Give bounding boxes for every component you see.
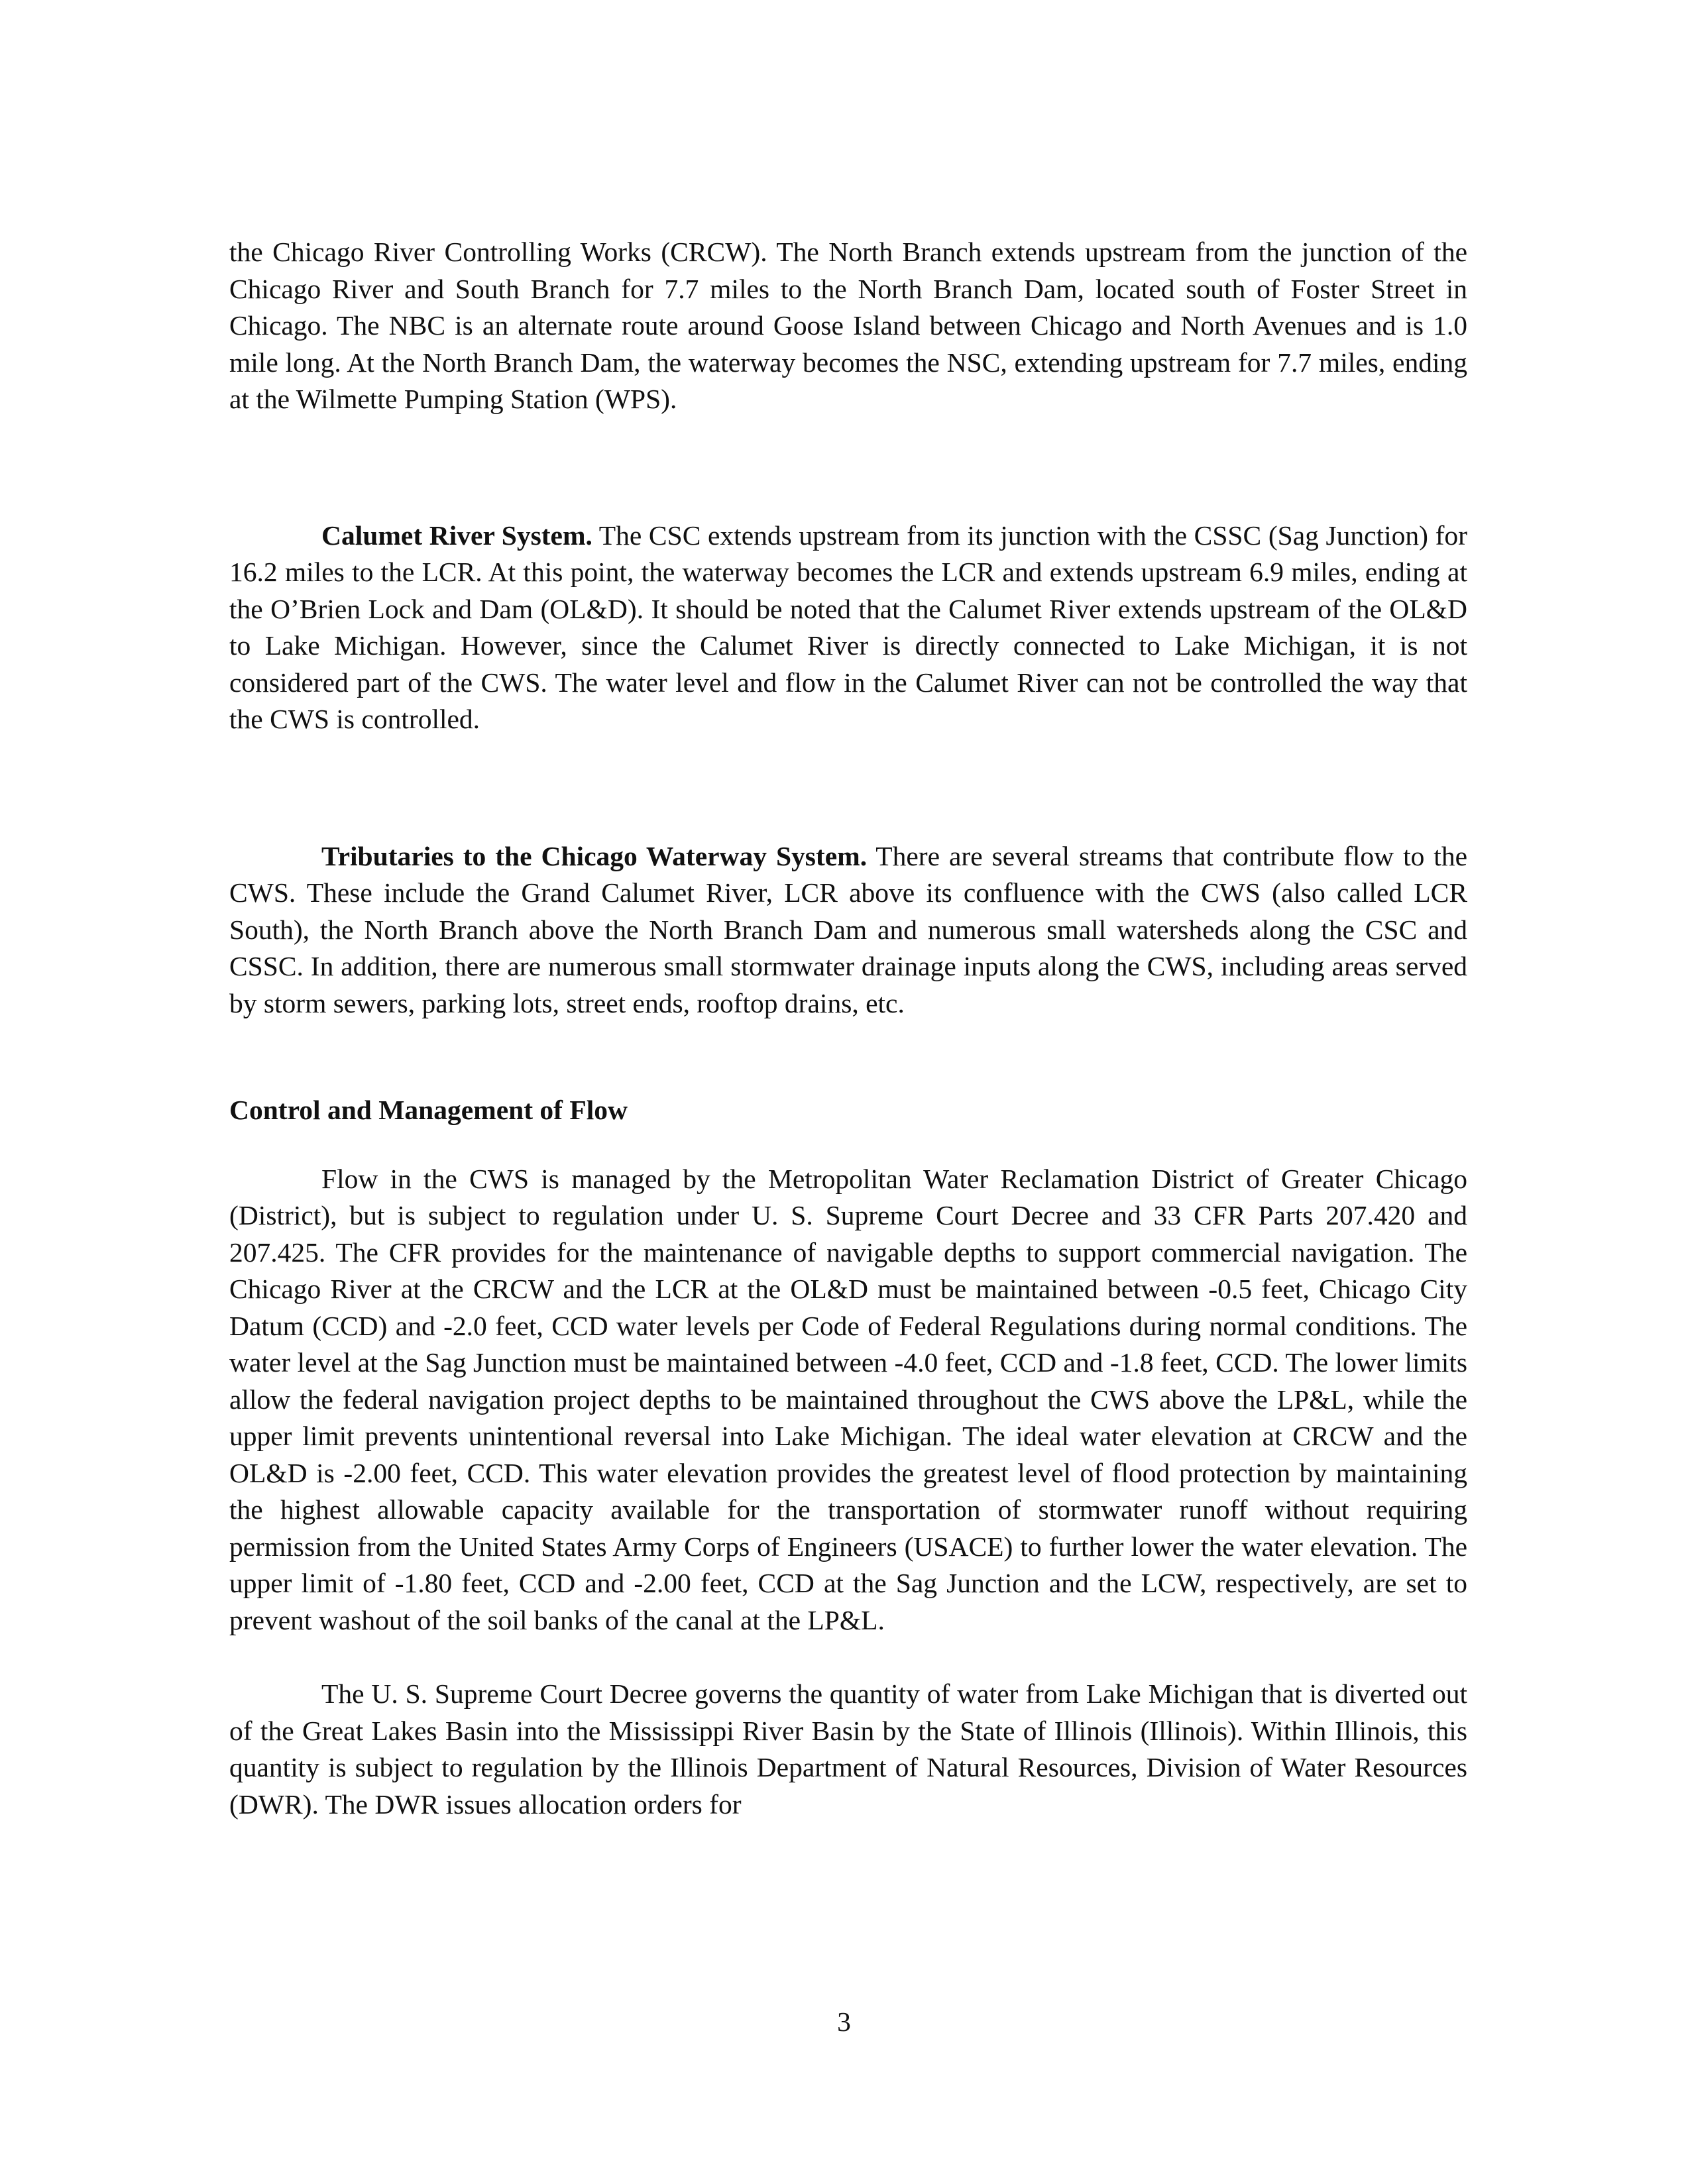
- run-in-heading-calumet: Calumet River System.: [321, 519, 592, 551]
- paragraph-tributaries: [229, 838, 1467, 1022]
- paragraph-north-branch: the Chicago River Controlling Works (CRCW). The North Branch extends upstream from the junction of the Chicago River and South Branch for 7.7 miles to the North Branch Dam, located south of Foster Street in Chicago. The NBC is an alternate route around Goose Island between Chicago and North Avenues and is 1.0 mile long. At the North Branch Dam, the waterway becomes the NSC, extending upstream for 7.7 miles, ending at the Wilmette Pumping Station (WPS).: [229, 237, 1467, 414]
- run-in-heading-tributaries: Tributaries to the Chicago Waterway System.: [321, 840, 868, 871]
- paragraph-supreme-court-decree: The U. S. Supreme Court Decree governs the quantity of water from Lake Michigan that is diverted out of the Great Lakes Basin into the Mississippi River Basin by the State of Illinois (Illinois). Within Illinois, this quantity is subject to regulation by the Illinois Department of Natural Resources, Division of Water Resources (DWR). The DWR issues allocation orders for: [229, 1678, 1467, 1820]
- paragraph-flow-management: Flow in the CWS is managed by the Metropolitan Water Reclamation District of Greater Chicago (District), but is subject to regulation under U. S. Supreme Court Decree and 33 CFR Parts 207.420 and 207.425. The CFR provides for the maintenance of navigable depths to support commercial navigation. The Chicago River at the CRCW and the LCR at the OL&D must be maintained between -0.5 feet, Chicago City Datum (CCD) and -2.0 feet, CCD water levels per Code of Federal Regulations during normal conditions. The water level at the Sag Junction must be maintained between -4.0 feet, CCD and -1.8 feet, CCD. The lower limits allow the federal navigation project depths to be maintained throughout the CWS above the LP&L, while the upper limit prevents unintentional reversal into Lake Michigan. The ideal water elevation at CRCW and the OL&D is -2.00 feet, CCD. This water elevation provides the greatest level of flood protection by maintaining the highest allowable capacity available for the transportation of stormwater runoff without requiring permission from the United States Army Corps of Engineers (USACE) to further lower the water elevation. The upper limit of -1.80 feet, CCD and -2.00 feet, CCD at the Sag Junction and the LCW, respectively, are set to prevent washout of the soil banks of the canal at the LP&L.: [229, 1163, 1467, 1635]
- body-text: [229, 234, 1467, 1823]
- paragraph-calumet-text: The CSC extends upstream from its junction with the CSSC (Sag Junction) for 16.2 miles to the LCR. At this point, the waterway becomes the LCR and extends upstream 6.9 miles, ending at the O’Brien Lock and Dam (OL&D). It should be noted that the Calumet River extends upstream of the OL&D to Lake Michigan. However, since the Calumet River is directly connected to Lake Michigan, it is not considered part of the CWS. The water level and flow in the Calumet River can not be controlled the way that the CWS is controlled.: [229, 519, 1467, 734]
- section-heading-control-management: Control and Management of Flow: [229, 1095, 628, 1125]
- paragraph-tributaries-text: There are several streams that contribute flow to the CWS. These include the Grand Calumet River, LCR above its confluence with the CWS (also called LCR South), the North Branch above the North Branch Dam and numerous small watersheds along the CSC and CSSC. In addition, there are numerous small stormwater drainage inputs along the CWS, including areas served by storm sewers, parking lots, street ends, rooftop drains, etc.: [229, 840, 1467, 1018]
- paragraph-calumet-river-system: [229, 518, 1467, 738]
- page-number: 3: [837, 2006, 851, 2037]
